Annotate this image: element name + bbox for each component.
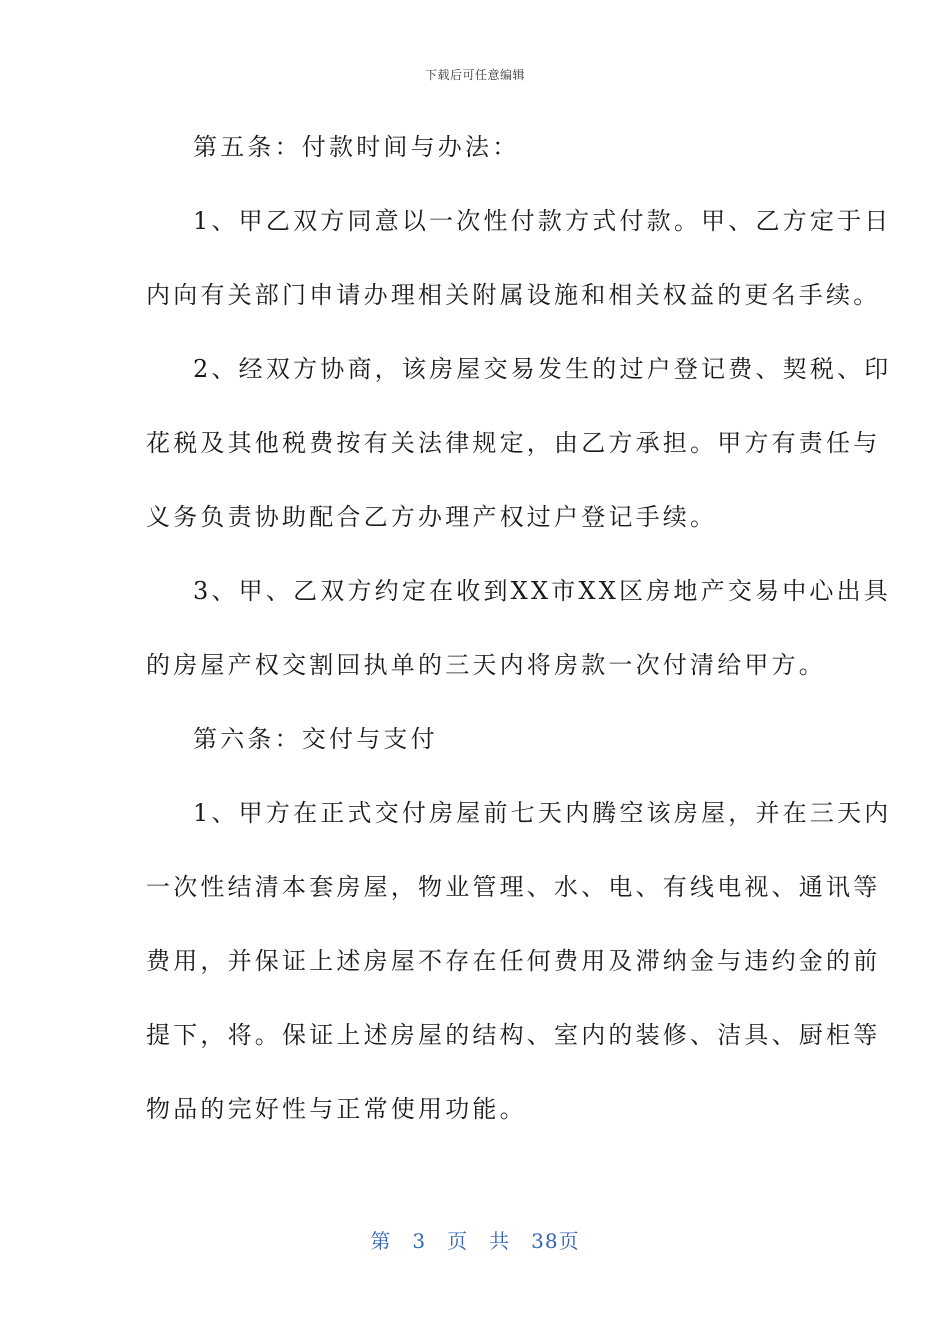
paragraph-line: 1、甲乙双方同意以一次性付款方式付款。甲、乙方定于日 <box>193 207 892 235</box>
article-6-heading: 第六条：交付与支付 <box>193 725 438 753</box>
paragraph-line: 内向有关部门申请办理相关附属设施和相关权益的更名手续。 <box>146 281 881 309</box>
article-5-heading: 第五条：付款时间与办法： <box>193 133 520 161</box>
paragraph-line: 一次性结清本套房屋，物业管理、水、电、有线电视、通讯等 <box>146 873 881 901</box>
paragraph-line: 义务负责协助配合乙方办理产权过户登记手续。 <box>146 503 718 531</box>
paragraph-line: 3、甲、乙双方约定在收到XX市XX区房地产交易中心出具 <box>193 577 892 605</box>
paragraph-line: 的房屋产权交割回执单的三天内将房款一次付清给甲方。 <box>146 651 826 679</box>
page-number-footer: 第 3 页 共 38页 <box>370 1229 580 1253</box>
paragraph-line: 费用，并保证上述房屋不存在任何费用及滞纳金与违约金的前 <box>146 947 881 975</box>
paragraph-line: 花税及其他税费按有关法律规定，由乙方承担。甲方有责任与 <box>146 429 881 457</box>
paragraph-line: 提下，将。保证上述房屋的结构、室内的装修、洁具、厨柜等 <box>146 1021 881 1049</box>
paragraph-line: 2、经双方协商，该房屋交易发生的过户登记费、契税、印 <box>193 355 892 383</box>
paragraph-line: 1、甲方在正式交付房屋前七天内腾空该房屋，并在三天内 <box>193 799 892 827</box>
page-header-note: 下载后可任意编辑 <box>424 68 525 82</box>
paragraph-line: 物品的完好性与正常使用功能。 <box>146 1095 527 1123</box>
